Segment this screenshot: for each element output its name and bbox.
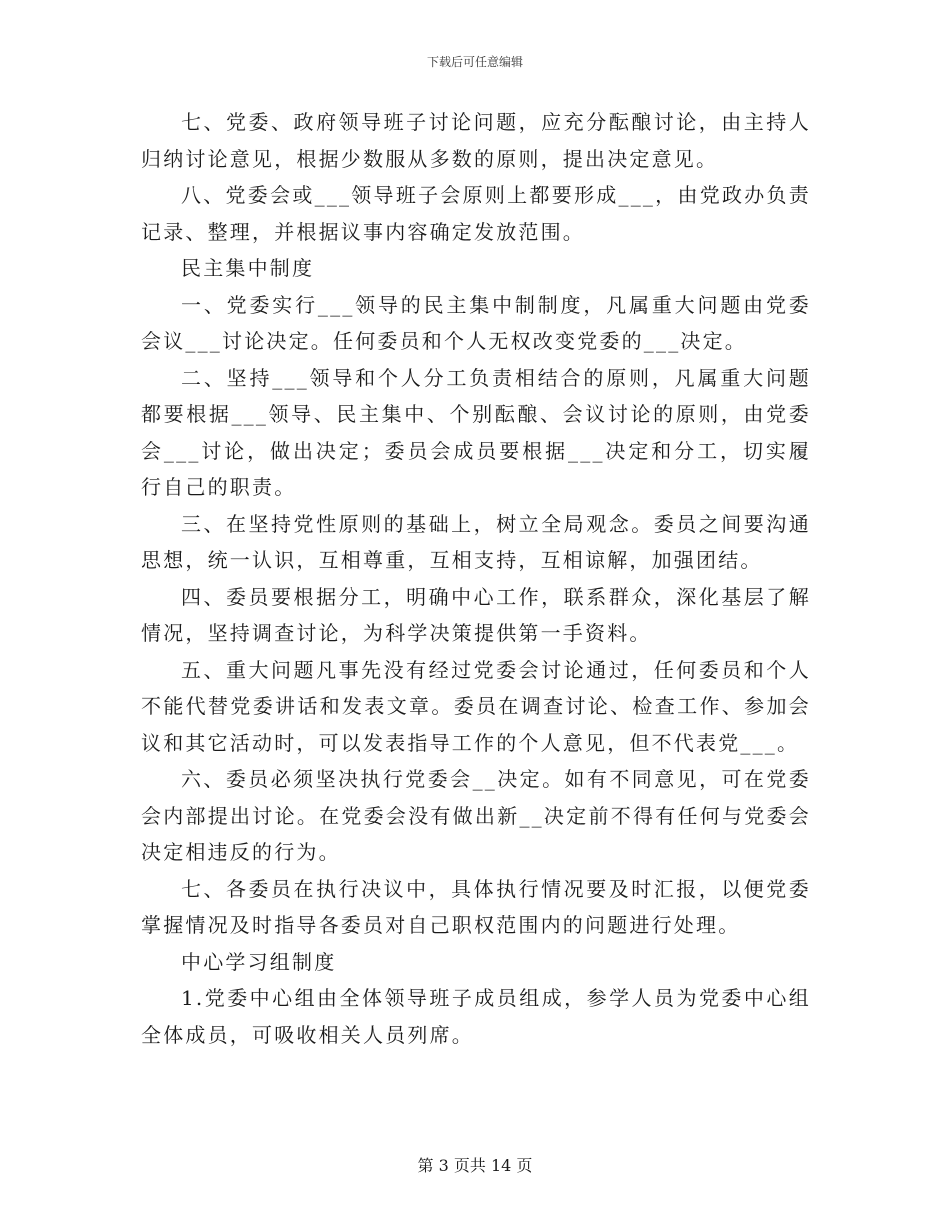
paragraph-rule-6: 六、委员必须坚决执行党委会__决定。如有不同意见，可在党委会内部提出讨论。在党委会没有做出新__决定前不得有任何与党委会决定相违反的行为。	[141, 767, 811, 864]
paragraph-7-party-discussion: 七、党委、政府领导班子讨论问题，应充分酝酿讨论，由主持人归纳讨论意见，根据少数服从多数的原则，提出决定意见。	[141, 110, 811, 171]
paragraph-8-meeting-minutes: 八、党委会或___领导班子会原则上都要形成___，由党政办负责记录、整理，并根据议事内容确定发放范围。	[141, 183, 811, 244]
section-heading-study-group: 中心学习组制度	[181, 949, 337, 974]
paragraph-rule-3: 三、在坚持党性原则的基础上，树立全局观念。委员之间要沟通思想，统一认识，互相尊重，互相支持，互相谅解，加强团结。	[141, 511, 811, 572]
page-number: 第 3 页共 14 页	[417, 1156, 533, 1175]
paragraph-rule-2: 二、坚持___领导和个人分工负责相结合的原则，凡属重大问题都要根据___领导、民主集中、个别酝酿、会议讨论的原则，由党委会___讨论，做出决定；委员会成员要根据___决定和分工，切实履行自己的职责。	[141, 365, 811, 499]
section-heading-democratic-centralism: 民主集中制度	[181, 256, 315, 280]
paragraph-rule-1: 一、党委实行___领导的民主集中制制度，凡属重大问题由党委会议___讨论决定。任何委员和个人无权改变党委的___决定。	[141, 292, 811, 353]
paragraph-study-group-1: 1.党委中心组由全体领导班子成员组成，参学人员为党委中心组全体成员，可吸收相关人员列席。	[141, 986, 811, 1047]
paragraph-rule-4: 四、委员要根据分工，明确中心工作，联系群众，深化基层了解情况，坚持调查讨论，为科学决策提供第一手资料。	[141, 584, 811, 645]
document-body	[141, 104, 811, 1053]
paragraph-rule-5: 五、重大问题凡事先没有经过党委会讨论通过，任何委员和个人不能代替党委讲话和发表文章。委员在调查讨论、检查工作、参加会议和其它活动时，可以发表指导工作的个人意见，但不代表党___。	[141, 657, 811, 755]
page-header: 下载后可任意编辑	[426, 55, 523, 69]
paragraph-rule-7: 七、各委员在执行决议中，具体执行情况要及时汇报，以便党委掌握情况及时指导各委员对自己职权范围内的问题进行处理。	[141, 876, 811, 937]
